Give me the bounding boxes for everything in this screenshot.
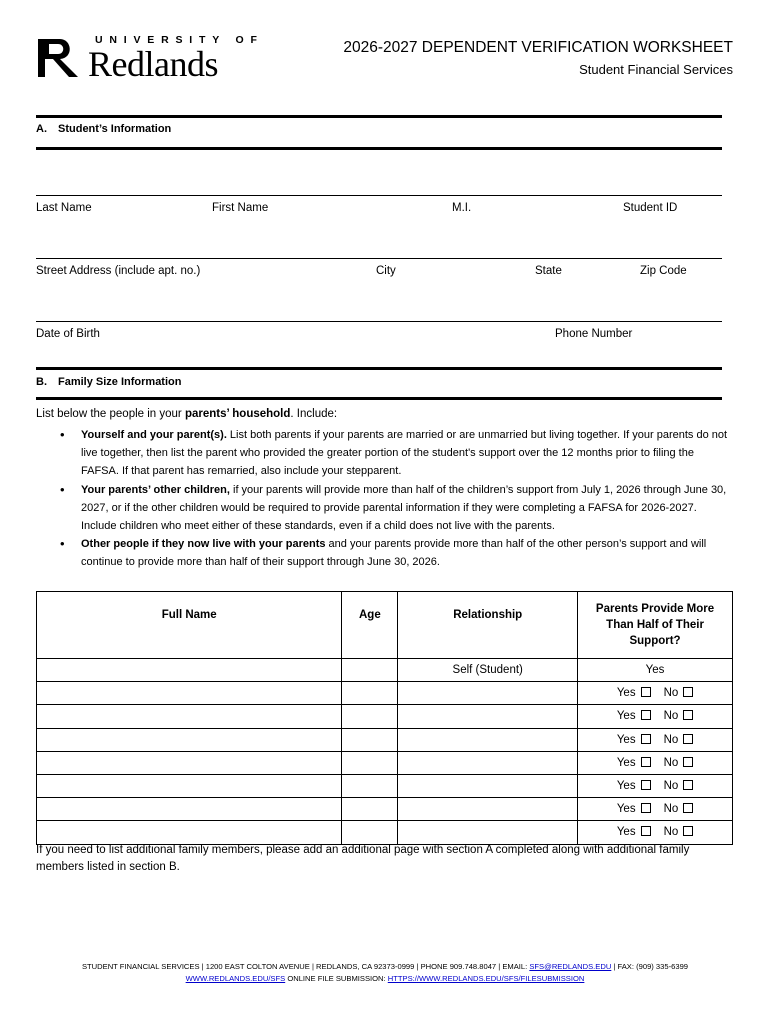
section-a-letter: A. (36, 123, 47, 135)
list-item: • Yourself and your parent(s). List both parents if your parents are married or are unmarried but living together. If your parents do not live together, then list the parent who provided the greater portion of the student's support over the 12 months prior to filing the FAFSA. If that parent has remarried, also include your stepparent. (60, 426, 730, 481)
full-name-cell[interactable] (37, 659, 342, 682)
yes-label: Yes (616, 780, 636, 793)
no-label: No (663, 733, 679, 746)
row1-field-line[interactable] (36, 195, 722, 196)
yes-label: Yes (616, 756, 636, 769)
table-header-row (37, 592, 733, 659)
support-cell (578, 728, 733, 751)
yes-label: Yes (616, 710, 636, 723)
middle-initial-label: M.I. (452, 202, 472, 214)
full-name-cell[interactable] (37, 751, 342, 774)
age-cell[interactable] (342, 705, 398, 728)
table-row (37, 821, 733, 844)
no-checkbox[interactable] (683, 710, 693, 720)
table-row (37, 705, 733, 728)
table-row (37, 798, 733, 821)
additional-members-note: If you need to list additional family members, please add an additional page with section A completed along with additional family members listed in section B. (36, 844, 690, 873)
relationship-cell: Self (Student) (398, 659, 578, 682)
section-b-bottom-rule (36, 397, 722, 400)
support-cell (578, 798, 733, 821)
support-cell (578, 751, 733, 774)
logo-university-of-text: UNIVERSITY OF (95, 34, 264, 46)
no-label: No (663, 756, 679, 769)
age-cell[interactable] (342, 821, 398, 844)
support-cell (578, 821, 733, 844)
yes-no-choice (605, 803, 705, 815)
age-cell[interactable] (342, 774, 398, 797)
full-name-cell[interactable] (37, 774, 342, 797)
relationship-cell[interactable] (398, 774, 578, 797)
no-checkbox[interactable] (683, 687, 693, 697)
yes-checkbox[interactable] (641, 734, 651, 744)
relationship-cell[interactable] (398, 682, 578, 705)
yes-checkbox[interactable] (641, 757, 651, 767)
no-label: No (663, 826, 679, 839)
yes-no-choice (605, 757, 705, 769)
footer-submission-label: ONLINE FILE SUBMISSION: (285, 974, 388, 983)
yes-checkbox[interactable] (641, 710, 651, 720)
family-members-table (36, 591, 733, 845)
relationship-header: Relationship (398, 592, 578, 659)
age-cell[interactable] (342, 798, 398, 821)
yes-no-choice (605, 780, 705, 792)
no-checkbox[interactable] (683, 780, 693, 790)
no-checkbox[interactable] (683, 826, 693, 836)
yes-no-choice (605, 687, 705, 699)
logo-redlands-text: Redlands (88, 44, 218, 84)
section-a-bottom-rule (36, 147, 722, 150)
household-intro: List below the people in your parents’ household. Include: (36, 408, 338, 420)
section-a-top-rule (36, 115, 722, 118)
university-logo-mark (36, 36, 86, 80)
full-name-cell[interactable] (37, 705, 342, 728)
row3-field-line[interactable] (36, 321, 722, 322)
full-name-cell[interactable] (37, 682, 342, 705)
page-footer (0, 961, 770, 985)
yes-no-choice (605, 826, 705, 838)
household-criteria-list (60, 426, 730, 572)
section-a-heading: Student’s Information (58, 123, 172, 135)
relationship-cell[interactable] (398, 798, 578, 821)
last-name-label: Last Name (36, 202, 92, 214)
support-cell (578, 682, 733, 705)
no-label: No (663, 710, 679, 723)
no-label: No (663, 780, 679, 793)
section-b-heading: Family Size Information (58, 376, 182, 388)
yes-no-choice (605, 710, 705, 722)
zip-code-label: Zip Code (640, 265, 687, 277)
date-of-birth-label: Date of Birth (36, 328, 100, 340)
relationship-cell[interactable] (398, 751, 578, 774)
support-cell (578, 705, 733, 728)
footer-submission-link[interactable]: HTTPS://WWW.REDLANDS.EDU/SFS/FILESUBMISSION (387, 974, 585, 983)
support-cell (578, 774, 733, 797)
state-label: State (535, 265, 562, 277)
table-row (37, 774, 733, 797)
phone-number-label: Phone Number (555, 328, 633, 340)
no-label: No (663, 687, 679, 700)
footer-email-link[interactable]: SFS@REDLANDS.EDU (529, 962, 612, 971)
no-checkbox[interactable] (683, 803, 693, 813)
age-cell[interactable] (342, 728, 398, 751)
yes-label: Yes (616, 826, 636, 839)
no-checkbox[interactable] (683, 757, 693, 767)
yes-checkbox[interactable] (641, 803, 651, 813)
street-address-label: Street Address (include apt. no.) (36, 265, 201, 277)
relationship-cell[interactable] (398, 728, 578, 751)
age-cell[interactable] (342, 659, 398, 682)
first-name-label: First Name (212, 202, 269, 214)
student-id-label: Student ID (623, 202, 678, 214)
full-name-cell[interactable] (37, 821, 342, 844)
full-name-header: Full Name (37, 592, 342, 659)
list-item: • Your parents’ other children, if your parents will provide more than half of the children’s support from July 1, 2026 through June 30, 2027, or if the other children would be required to provide parental information if they were completing a FAFSA for 2026-2027. Include children who meet either of these standards, even if a child does not live with the parents. (60, 481, 730, 536)
full-name-cell[interactable] (37, 798, 342, 821)
table-row (37, 659, 733, 682)
page-subtitle: Student Financial Services (579, 62, 733, 77)
page-title: 2026-2027 DEPENDENT VERIFICATION WORKSHEET (343, 39, 733, 56)
no-checkbox[interactable] (683, 734, 693, 744)
footer-contact-text: STUDENT FINANCIAL SERVICES | 1200 EAST COLTON AVENUE | REDLANDS, CA 92373-0999 | PHONE 909.748.8047 | EMAIL: (81, 962, 530, 971)
age-cell[interactable] (342, 682, 398, 705)
yes-no-choice (605, 734, 705, 746)
table-row (37, 682, 733, 705)
table-row (37, 728, 733, 751)
yes-checkbox[interactable] (641, 687, 651, 697)
support-header: Parents Provide More Than Half of Their Support? (578, 592, 733, 659)
no-label: No (663, 803, 679, 816)
household-intro-bold: parents’ household (184, 408, 291, 420)
yes-checkbox[interactable] (641, 826, 651, 836)
relationship-cell[interactable] (398, 821, 578, 844)
footer-fax-text: | FAX: (909) 335-6399 (611, 962, 689, 971)
support-cell: Yes (578, 659, 733, 682)
age-header: Age (342, 592, 398, 659)
row2-field-line[interactable] (36, 258, 722, 259)
yes-checkbox[interactable] (641, 780, 651, 790)
full-name-cell[interactable] (37, 728, 342, 751)
list-item: • Other people if they now live with your parents and your parents provide more than half of the other person’s support and will continue to provide more than half of their support through June 30, 2026. (60, 535, 730, 571)
yes-label: Yes (616, 687, 636, 700)
yes-label: Yes (616, 803, 636, 816)
footer-website-link[interactable]: WWW.REDLANDS.EDU/SFS (185, 974, 286, 983)
yes-label: Yes (616, 733, 636, 746)
section-b-letter: B. (36, 376, 47, 388)
age-cell[interactable] (342, 751, 398, 774)
section-b-top-rule (36, 367, 722, 370)
relationship-cell[interactable] (398, 705, 578, 728)
table-row (37, 751, 733, 774)
city-label: City (376, 265, 396, 277)
